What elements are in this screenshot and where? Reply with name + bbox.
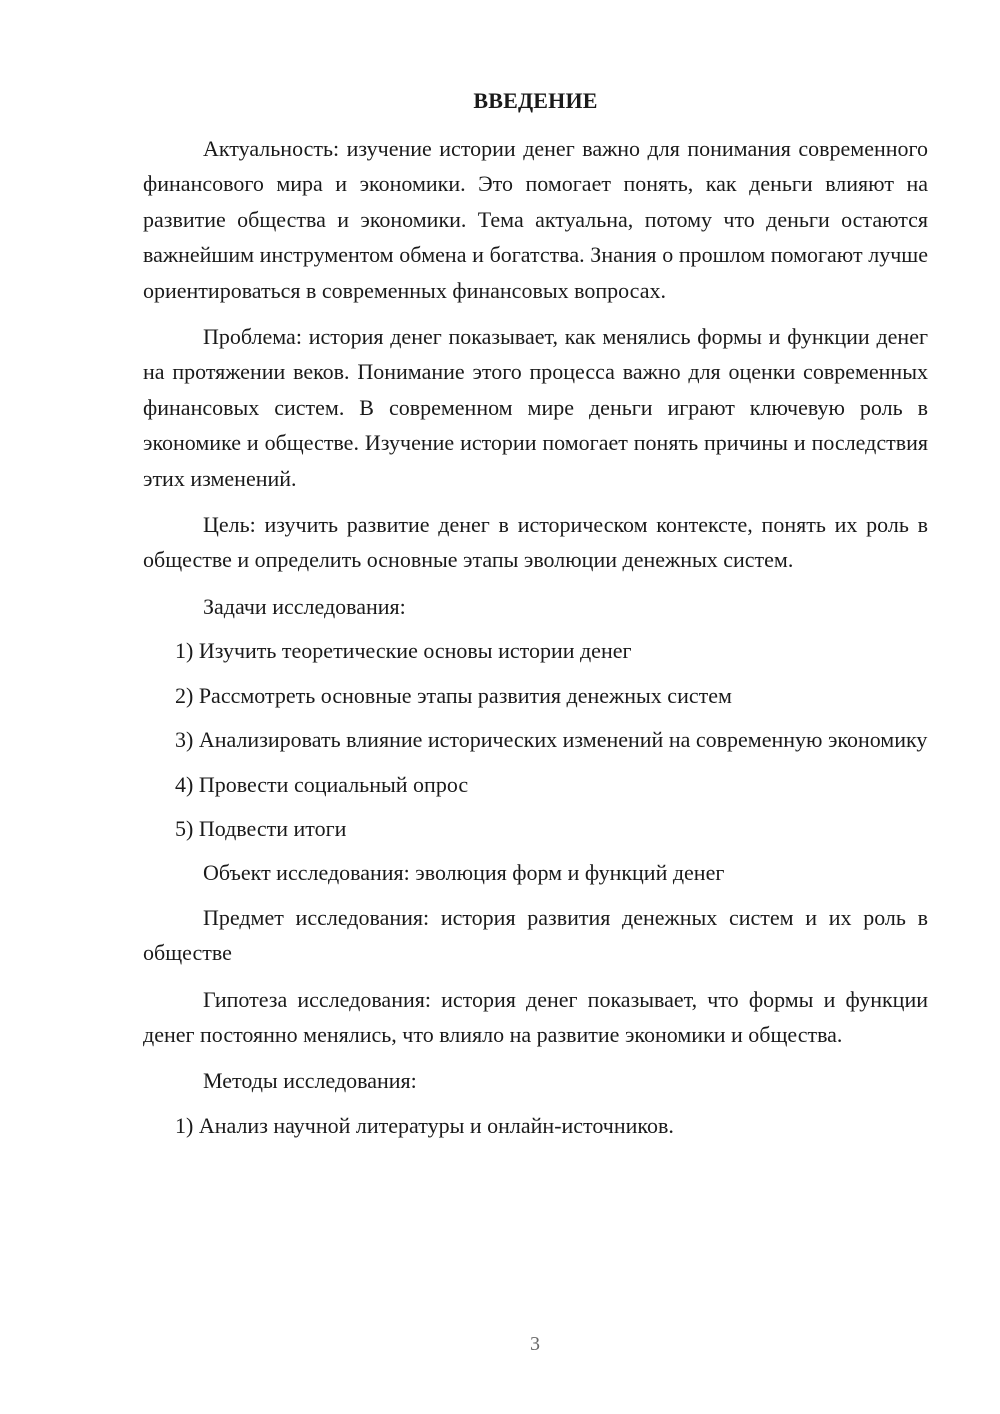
task-item: 3) Анализировать влияние исторических изменений на современную экономику [175,727,928,753]
task-item: 1) Изучить теоретические основы истории денег [175,638,632,664]
task-item: 4) Провести социальный опрос [175,771,469,797]
object-paragraph: Объект исследования: эволюция форм и функций денег [203,860,725,886]
task-item: 5) Подвести итоги [175,815,347,841]
page-title: ВВЕДЕНИЕ [473,88,598,113]
task-item: 2) Рассмотреть основные этапы развития денежных систем [175,682,732,708]
method-item: 1) Анализ научной литературы и онлайн-источников. [175,1112,674,1138]
tasks-title: Задачи исследования: [203,593,406,619]
page-number: 3 [530,1333,540,1355]
hypothesis-paragraph: Гипотеза исследования: история денег показывает, что формы и функции денег постоянно менялись, что влияло на развитие экономики и общества. [143,986,928,1047]
methods-title: Методы исследования: [203,1068,417,1094]
relevance-paragraph: Актуальность: изучение истории денег важно для понимания современного финансового мира и экономики. Это помогает понять, как деньги влияют на развитие общества и экономики. Тема актуальна, потому что деньги остаются важнейшим инструментом обмена и богатства. Знания о прошлом помогают лучше ориентироваться в современных финансовых вопросах. [143,136,928,303]
tasks-list [143,633,928,846]
problem-paragraph: Проблема: история денег показывает, как менялись формы и функции денег на протяжении веков. Понимание этого процесса важно для оценки современных финансовых систем. В современном мире деньги играют ключевую роль в экономике и обществе. Изучение истории помогает понять причины и последствия этих изменений. [143,324,928,491]
goal-paragraph: Цель: изучить развитие денег в историческом контексте, понять их роль в обществе и определить основные этапы эволюции денежных систем. [143,512,928,573]
methods-list [143,1108,928,1143]
subject-paragraph: Предмет исследования: история развития денежных систем и их роль в обществе [143,904,928,966]
document-page [143,88,928,1152]
